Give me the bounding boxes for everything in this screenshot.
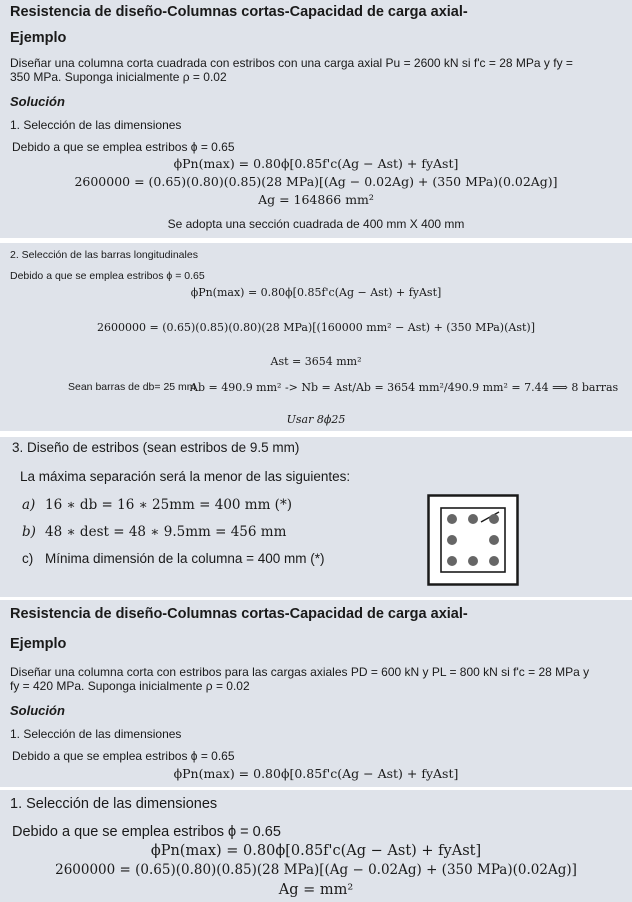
step-heading: 2. Selección de las barras longitudinales: [10, 249, 198, 261]
equation-capacity: ϕPn(max) = 0.80ϕ[0.85f'c(Ag − Ast) + fyAst]: [173, 156, 459, 171]
equation-result: Ag = mm²: [278, 882, 354, 898]
equation-substitution: 2600000 = (0.65)(0.80)(0.85)(28 MPa)[(Ag − 0.02Ag) + (350 MPa)(0.02Ag)]: [55, 862, 577, 878]
rebar: [489, 556, 499, 566]
item-marker: c): [22, 551, 34, 566]
column-section-diagram: [427, 494, 519, 586]
rebar: [489, 514, 499, 524]
spacing-option: 48 ∗ dest = 48 ∗ 9.5mm = 456 mm: [45, 524, 287, 540]
step-heading: 1. Selección de las dimensiones: [10, 727, 182, 741]
equation-result: Ast = 3654 mm²: [270, 355, 362, 368]
problem-line-2: fy = 420 MPa. Suponga inicialmente ρ = 0.02: [10, 679, 250, 693]
equation-substitution: 2600000 = (0.65)(0.80)(0.85)(28 MPa)[(Ag − 0.02Ag) + (350 MPa)(0.02Ag)]: [74, 174, 558, 189]
equation-capacity: ϕPn(max) = 0.80ϕ[0.85f'c(Ag − Ast) + fyAst]: [150, 843, 482, 859]
spacing-option: 16 ∗ db = 16 ∗ 25mm = 400 mm (*): [45, 497, 292, 513]
use-bars: Usar 8ϕ25: [286, 413, 346, 426]
example-panel-2: [0, 243, 632, 431]
phi-note: Debido a que se emplea estribos ϕ = 0.65: [12, 749, 235, 763]
bars-equation: Ab = 490.9 mm² -> Nb = Ast/Ab = 3654 mm²/490.9 mm² = 7.44 ⟹ 8 barras: [190, 381, 619, 394]
bars-prefix: Sean barras de db= 25 mm: [68, 381, 196, 393]
stirrups-panel: [0, 437, 632, 597]
rebar: [447, 556, 457, 566]
example-panel-4: [0, 600, 632, 787]
item-marker: a): [22, 497, 36, 513]
equation-capacity: ϕPn(max) = 0.80ϕ[0.85f'c(Ag − Ast) + fyAst]: [173, 766, 459, 781]
phi-note: Debido a que se emplea estribos ϕ = 0.65: [12, 824, 281, 840]
example-panel-5: [0, 790, 632, 902]
equation-substitution: 2600000 = (0.65)(0.85)(0.80)(28 MPa)[(160000 mm² − Ast) + (350 MPa)(Ast)]: [97, 321, 535, 334]
equation-result: Ag = 164866 mm²: [258, 192, 374, 207]
solution-label: Solución: [10, 703, 65, 718]
problem-line-1: Diseñar una columna corta con estribos para las cargas axiales PD = 600 kN y PL = 800 kN si f'c = 28 MPa y: [10, 665, 590, 679]
rebar: [447, 535, 457, 545]
rebar: [447, 514, 457, 524]
section-subtitle: Ejemplo: [10, 30, 67, 46]
conclusion-text: Se adopta una sección cuadrada de 400 mm X 400 mm: [167, 217, 465, 231]
intro-text: La máxima separación será la menor de las siguientes:: [20, 469, 351, 484]
rebar: [468, 556, 478, 566]
equation-capacity: ϕPn(max) = 0.80ϕ[0.85f'c(Ag − Ast) + fyAst]: [190, 286, 442, 299]
section-title: Resistencia de diseño-Columnas cortas-Capacidad de carga axial-: [10, 4, 468, 20]
section-subtitle: Ejemplo: [10, 636, 67, 652]
section-title: 3. Diseño de estribos (sean estribos de 9.5 mm): [12, 440, 300, 455]
rebar: [489, 535, 499, 545]
solution-label: Solución: [10, 94, 65, 109]
phi-note: Debido a que se emplea estribos ϕ = 0.65: [12, 140, 235, 154]
step-heading: 1. Selección de las dimensiones: [10, 118, 182, 132]
section-title: Resistencia de diseño-Columnas cortas-Capacidad de carga axial-: [10, 606, 468, 622]
step-heading: 1. Selección de las dimensiones: [10, 796, 218, 812]
problem-line-2: 350 MPa. Suponga inicialmente ρ = 0.02: [10, 70, 227, 84]
phi-note: Debido a que se emplea estribos ϕ = 0.65: [10, 270, 205, 282]
example-panel-1: [0, 0, 632, 238]
problem-line-1: Diseñar una columna corta cuadrada con estribos con una carga axial Pu = 2600 kN si f'c = 28 MPa y fy =: [10, 56, 573, 70]
item-marker: b): [22, 524, 36, 540]
spacing-option: Mínima dimensión de la columna = 400 mm (*): [45, 551, 325, 566]
rebar: [468, 514, 478, 524]
column-outline: [429, 496, 518, 585]
